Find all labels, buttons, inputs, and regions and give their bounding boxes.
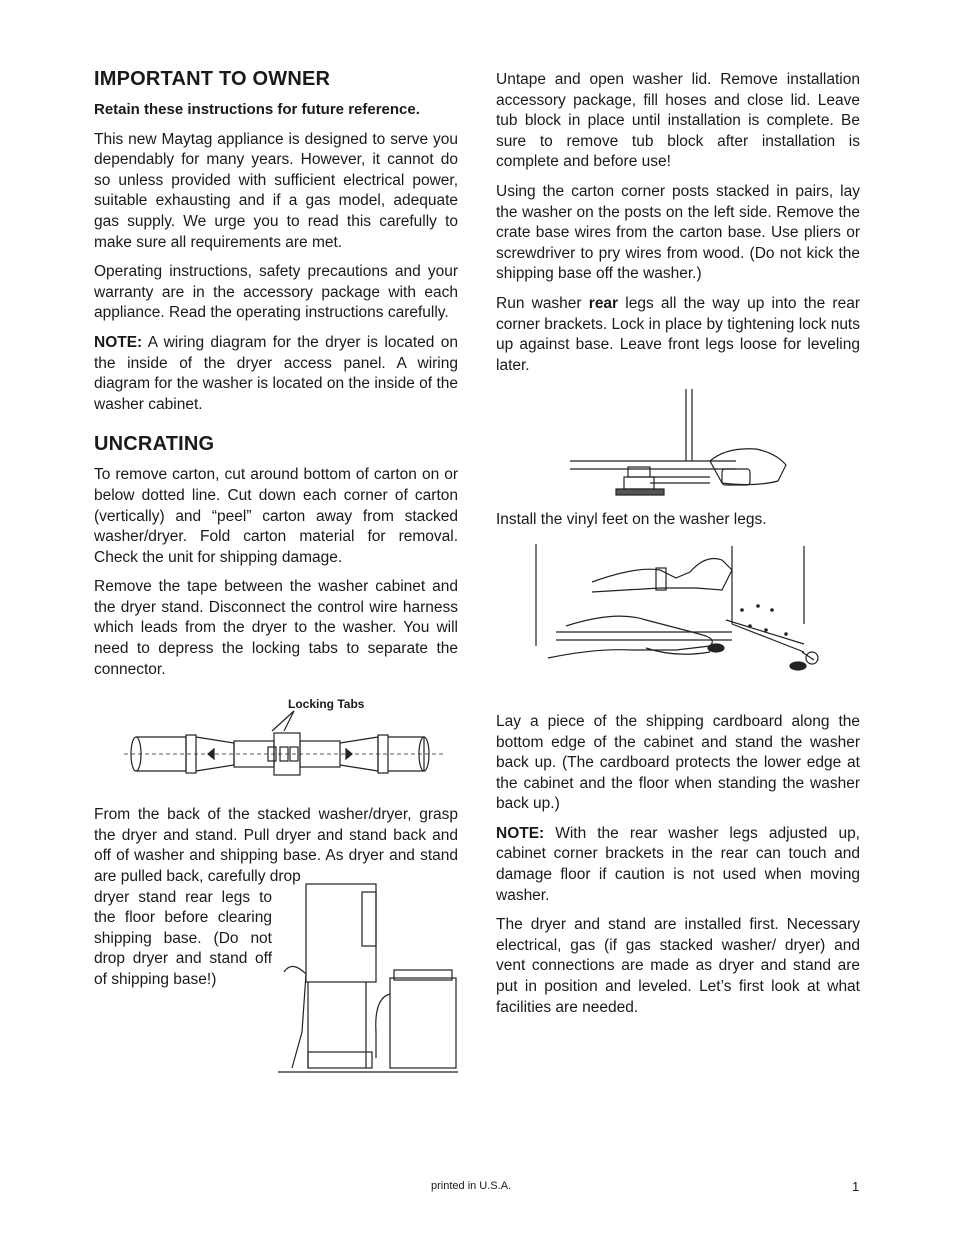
remove-tape-paragraph: Remove the tape between the washer cabinet and the dryer stand. Disconnect the control wire harness which leads from the dryer to the washer. You will need to depress the locking tabs to separate the connector. [94,578,458,678]
dryer-installed-paragraph: The dryer and stand are installed first. Necessary electrical, gas (if gas stacked washer/ dryer) and vent connections are made as dryer and stand are put in position and leveled. Let’s first look at what facilities are needed. [496,916,860,1016]
cardboard-paragraph: Lay a piece of the shipping cardboard along the bottom edge of the cabinet and stand the washer back up. (The cardboard protects the lower edge at the cabinet and the floor when standing the washer back up.) [496,712,860,813]
printed-in-usa: printed in U.S.A. [431,1180,512,1192]
locking-tabs-label: Locking Tabs [288,697,365,712]
drop-legs-paragraph: dryer stand rear legs to the floor before clearing shipping base. (Do not drop dryer and stand off of shipping base!) [94,888,272,988]
rear-legs-note: NOTE: With the rear washer legs adjusted up, cabinet corner brackets in the rear can touch and damage floor if caution is not used when moving washer. [496,824,860,904]
vinyl-feet-illustration [496,540,860,712]
remove-carton-paragraph: To remove carton, cut around bottom of carton on or below dotted line. Cut down each corner of carton (vertically) and “peel” carton away from stacked washer/dryer. Fold carton material for removal. Check the unit for shipping damage. [94,466,458,566]
operating-instructions-paragraph: Operating instructions, safety precautions and your warranty are in the accessory package with each appliance. Read the operating instructions carefully. [94,263,458,322]
pull-dryer-paragraph: From the back of the stacked washer/dryer, grasp the dryer and stand. Pull dryer and stand back and off of washer and shipping base. As dryer and stand are pulled back, carefully drop [94,806,458,886]
leg-lock-figure [496,385,860,510]
connector-illustration [94,689,458,801]
stacked-dryer-illustration [278,882,458,1088]
rear-bold: rear [588,294,619,312]
vinyl-feet-paragraph: Install the vinyl feet on the washer legs. [496,511,767,529]
page-number: 1 [852,1179,860,1194]
right-column [496,70,860,1027]
note-text: A wiring diagram for the dryer is located on the inside of the dryer access panel. A wiring diagram for the washer is located on the inside of the washer cabinet. [94,333,458,413]
heading-important-to-owner: IMPORTANT TO OWNER [94,68,331,90]
wrench-leg-illustration [496,385,860,510]
vinyl-feet-figure [496,540,860,712]
corner-posts-paragraph: Using the carton corner posts stacked in pairs, lay the washer on the posts on the left side. Remove the crate base wires from the carton base. Use pliers or screwdriver to pry wires from wood. (Do not kick the shipping base off the washer.) [496,182,860,283]
left-column [94,66,458,1000]
wiring-note [94,333,458,415]
note-label: NOTE: [94,333,143,351]
intro-paragraph: This new Maytag appliance is designed to serve you dependably for many years. However, it cannot do so unless provided with sufficient electrical power, suitable exhausting and if a gas model, adequate gas supply. We urge you to read this carefully to make sure all requirements are met. [94,130,458,251]
note-label-right: NOTE: [496,824,545,842]
rear-legs-paragraph: Run washer rear legs all the way up into the rear corner brackets. Lock in place by tightening lock nuts up against base. Leave front legs loose for leveling later. [496,294,860,374]
dryer-stand-section [94,888,458,991]
connector-figure [94,689,458,801]
untape-paragraph: Untape and open washer lid. Remove installation accessory package, fill hoses and close lid. Leave tub block in place until installation is complete. Be sure to remove tub block after installation is complete and before use! [496,71,860,171]
retain-instructions: Retain these instructions for future reference. [94,101,420,118]
heading-uncrating: UNCRATING [94,433,215,456]
